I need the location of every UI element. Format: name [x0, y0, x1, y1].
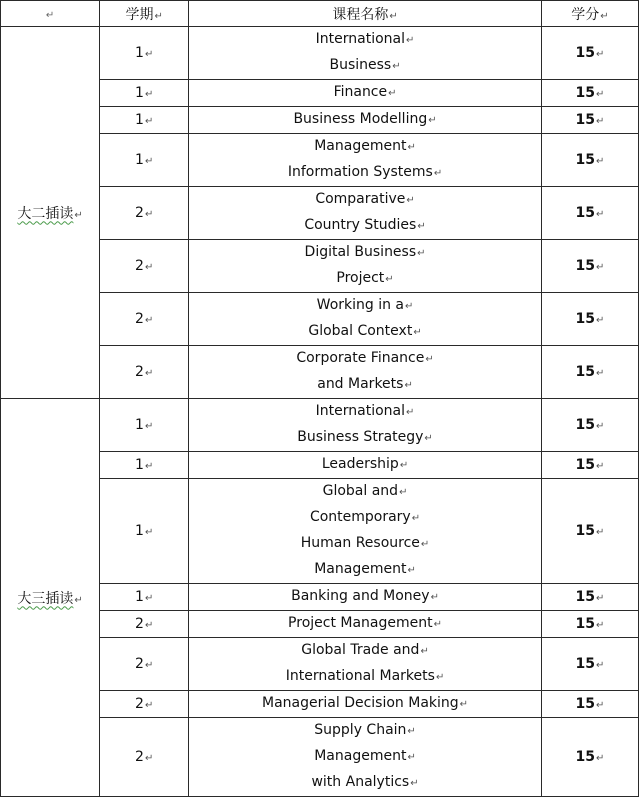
course-name-line: [189, 372, 541, 398]
semester-cell: [100, 452, 189, 479]
paragraph-mark: ↵: [435, 672, 445, 683]
course-name-line: [189, 505, 541, 531]
paragraph-mark: ↵: [144, 116, 154, 127]
paragraph-mark: ↵: [406, 195, 415, 206]
course-name-line: [189, 611, 541, 637]
course-name-line: [189, 293, 541, 319]
course-name-text: Supply Chain: [314, 722, 407, 738]
paragraph-mark: ↵: [144, 421, 154, 432]
paragraph-mark: ↵: [144, 593, 154, 604]
course-name-line: [189, 187, 541, 213]
course-name-text: Management: [314, 561, 407, 577]
course-name-text: Leadership: [321, 456, 399, 472]
paragraph-mark: ↵: [385, 274, 394, 285]
course-name-text: Digital Business: [304, 244, 417, 260]
paragraph-mark: ↵: [420, 539, 430, 550]
course-name-line: [189, 134, 541, 160]
course-name-line: [189, 319, 541, 345]
course-name-text: with Analytics: [311, 774, 410, 790]
course-name-cell: [189, 691, 542, 718]
paragraph-mark: ↵: [407, 752, 416, 763]
paragraph-mark: ↵: [595, 461, 605, 472]
paragraph-mark: ↵: [420, 646, 429, 657]
paragraph-mark: ↵: [595, 49, 605, 60]
semester-cell: [100, 240, 189, 293]
semester-cell: [100, 107, 189, 134]
course-name-line: [189, 53, 541, 79]
course-name-cell: [189, 134, 542, 187]
paragraph-mark: ↵: [389, 10, 398, 22]
paragraph-mark: ↵: [410, 778, 419, 789]
credits-cell: [541, 80, 638, 107]
paragraph-mark: ↵: [144, 89, 154, 100]
course-name-text: Global Trade and: [301, 642, 420, 658]
credits-value: 15: [575, 152, 595, 168]
course-name-text: Management: [314, 748, 407, 764]
course-name-text: Business Strategy: [297, 429, 424, 445]
course-name-cell: [189, 293, 542, 346]
semester-cell: [100, 479, 189, 584]
course-name-line: [189, 691, 541, 717]
header-semester: [100, 1, 189, 27]
paragraph-mark: ↵: [405, 301, 414, 312]
paragraph-mark: ↵: [388, 88, 397, 99]
credits-cell: [541, 479, 638, 584]
paragraph-mark: ↵: [595, 209, 605, 220]
course-name-line: [189, 664, 541, 690]
course-name-cell: [189, 107, 542, 134]
semester-cell: [100, 293, 189, 346]
semester-cell: [100, 187, 189, 240]
course-name-text: International: [315, 31, 406, 47]
credits-value: 15: [575, 457, 595, 473]
course-name-line: [189, 266, 541, 292]
course-name-text: Human Resource: [300, 535, 420, 551]
semester-cell: [100, 611, 189, 638]
paragraph-mark: ↵: [399, 487, 408, 498]
semester-value: 2: [135, 696, 144, 712]
credits-value: 15: [575, 45, 595, 61]
header-semester-label: 学期: [125, 6, 154, 23]
semester-value: 2: [135, 656, 144, 672]
paragraph-mark: ↵: [74, 209, 83, 221]
semester-value: 2: [135, 749, 144, 765]
semester-value: 1: [135, 152, 144, 168]
course-name-cell: [189, 399, 542, 452]
paragraph-mark: ↵: [399, 460, 409, 471]
paragraph-mark: ↵: [595, 368, 605, 379]
paragraph-mark: ↵: [144, 49, 154, 60]
credits-cell: [541, 107, 638, 134]
course-name-cell: [189, 611, 542, 638]
course-name-line: [189, 27, 541, 53]
header-credits: [541, 1, 638, 27]
paragraph-mark: ↵: [424, 433, 433, 444]
year-group-label: 大三插读: [17, 590, 74, 607]
semester-value: 1: [135, 523, 144, 539]
course-name-line: [189, 744, 541, 770]
course-name-line: [189, 531, 541, 557]
semester-value: 1: [135, 85, 144, 101]
semester-cell: [100, 27, 189, 80]
year-group-cell: [1, 27, 100, 399]
semester-cell: [100, 691, 189, 718]
paragraph-mark: ↵: [144, 461, 154, 472]
paragraph-mark: ↵: [45, 9, 55, 21]
header-credits-label: 学分: [571, 6, 600, 23]
course-name-cell: [189, 27, 542, 80]
course-name-text: and Markets: [317, 376, 404, 392]
course-name-line: [189, 213, 541, 239]
course-name-text: Working in a: [316, 297, 405, 313]
semester-cell: [100, 134, 189, 187]
paragraph-mark: ↵: [154, 10, 163, 22]
credits-value: 15: [575, 85, 595, 101]
paragraph-mark: ↵: [144, 156, 154, 167]
credits-value: 15: [575, 258, 595, 274]
paragraph-mark: ↵: [595, 527, 605, 538]
course-name-text: Corporate Finance: [296, 350, 425, 366]
paragraph-mark: ↵: [144, 660, 154, 671]
credits-cell: [541, 134, 638, 187]
table-row: [1, 27, 639, 80]
semester-cell: [100, 638, 189, 691]
paragraph-mark: ↵: [144, 209, 154, 220]
paragraph-mark: ↵: [144, 620, 154, 631]
paragraph-mark: ↵: [417, 248, 426, 259]
semester-value: 2: [135, 364, 144, 380]
credits-cell: [541, 346, 638, 399]
credits-cell: [541, 691, 638, 718]
credits-cell: [541, 584, 638, 611]
credits-cell: [541, 399, 638, 452]
course-name-line: [189, 240, 541, 266]
course-name-line: [189, 557, 541, 583]
course-name-text: Project Management: [288, 615, 433, 631]
course-name-line: [189, 479, 541, 505]
paragraph-mark: ↵: [407, 565, 416, 576]
semester-value: 1: [135, 417, 144, 433]
credits-cell: [541, 611, 638, 638]
credits-cell: [541, 293, 638, 346]
course-name-text: Finance: [333, 84, 388, 100]
credits-cell: [541, 718, 638, 797]
paragraph-mark: ↵: [144, 700, 154, 711]
course-name-line: [189, 452, 541, 478]
credits-cell: [541, 187, 638, 240]
paragraph-mark: ↵: [144, 315, 154, 326]
course-name-text: Business: [329, 57, 392, 73]
semester-value: 2: [135, 311, 144, 327]
semester-value: 1: [135, 112, 144, 128]
course-name-line: [189, 160, 541, 186]
semester-value: 1: [135, 589, 144, 605]
course-name-line: [189, 770, 541, 796]
paragraph-mark: ↵: [144, 368, 154, 379]
paragraph-mark: ↵: [595, 89, 605, 100]
paragraph-mark: ↵: [74, 594, 83, 606]
paragraph-mark: ↵: [392, 61, 401, 72]
course-name-text: Comparative: [315, 191, 406, 207]
course-name-cell: [189, 718, 542, 797]
course-name-text: Contemporary: [309, 509, 411, 525]
course-name-line: [189, 584, 541, 610]
semester-cell: [100, 584, 189, 611]
semester-cell: [100, 718, 189, 797]
credits-cell: [541, 27, 638, 80]
course-name-text: Managerial Decision Making: [262, 695, 459, 711]
credits-value: 15: [575, 749, 595, 765]
course-name-text: Information Systems: [287, 164, 433, 180]
paragraph-mark: ↵: [595, 660, 605, 671]
course-name-cell: [189, 584, 542, 611]
course-name-text: International: [315, 403, 406, 419]
paragraph-mark: ↵: [425, 354, 434, 365]
credits-value: 15: [575, 616, 595, 632]
semester-value: 2: [135, 258, 144, 274]
credits-cell: [541, 638, 638, 691]
paragraph-mark: ↵: [595, 421, 605, 432]
course-name-line: [189, 718, 541, 744]
course-name-cell: [189, 187, 542, 240]
credits-value: 15: [575, 589, 595, 605]
paragraph-mark: ↵: [417, 221, 426, 232]
semester-value: 1: [135, 457, 144, 473]
paragraph-mark: ↵: [433, 619, 443, 630]
paragraph-mark: ↵: [595, 620, 605, 631]
semester-value: 1: [135, 45, 144, 61]
course-name-text: Global and: [322, 483, 399, 499]
course-name-text: Country Studies: [304, 217, 417, 233]
credits-value: 15: [575, 112, 595, 128]
paragraph-mark: ↵: [407, 142, 416, 153]
course-name-line: [189, 346, 541, 372]
paragraph-mark: ↵: [430, 592, 439, 603]
year-group-label: 大二插读: [17, 205, 74, 222]
course-name-text: Business Modelling: [293, 111, 428, 127]
paragraph-mark: ↵: [144, 262, 154, 273]
course-name-cell: [189, 479, 542, 584]
course-name-line: [189, 425, 541, 451]
credits-cell: [541, 452, 638, 479]
credits-value: 15: [575, 364, 595, 380]
semester-cell: [100, 80, 189, 107]
paragraph-mark: ↵: [595, 700, 605, 711]
course-name-cell: [189, 240, 542, 293]
semester-value: 2: [135, 616, 144, 632]
table-row: [1, 399, 639, 452]
header-corner-cell: [1, 1, 100, 27]
credits-value: 15: [575, 417, 595, 433]
credits-value: 15: [575, 656, 595, 672]
semester-cell: [100, 399, 189, 452]
paragraph-mark: ↵: [595, 315, 605, 326]
year-group-cell: [1, 399, 100, 797]
header-course-name: [189, 1, 542, 27]
course-name-text: Global Context: [308, 323, 413, 339]
table-header: [1, 1, 639, 27]
semester-value: 2: [135, 205, 144, 221]
semester-cell: [100, 346, 189, 399]
paragraph-mark: ↵: [433, 168, 443, 179]
course-name-line: [189, 107, 541, 133]
course-name-text: International Markets: [285, 668, 435, 684]
credits-value: 15: [575, 696, 595, 712]
paragraph-mark: ↵: [407, 726, 416, 737]
course-name-cell: [189, 80, 542, 107]
paragraph-mark: ↵: [595, 116, 605, 127]
paragraph-mark: ↵: [595, 593, 605, 604]
paragraph-mark: ↵: [144, 753, 154, 764]
course-name-line: [189, 80, 541, 106]
paragraph-mark: ↵: [413, 327, 422, 338]
paragraph-mark: ↵: [406, 407, 415, 418]
course-name-cell: [189, 638, 542, 691]
course-name-text: Banking and Money: [291, 588, 430, 604]
header-row: [1, 1, 639, 27]
paragraph-mark: ↵: [404, 380, 413, 391]
table-body: [1, 27, 639, 797]
credits-value: 15: [575, 311, 595, 327]
paragraph-mark: ↵: [406, 35, 415, 46]
paragraph-mark: ↵: [595, 753, 605, 764]
header-course-name-label: 课程名称: [332, 6, 389, 23]
course-name-line: [189, 399, 541, 425]
course-name-text: Management: [314, 138, 407, 154]
paragraph-mark: ↵: [411, 513, 421, 524]
paragraph-mark: ↵: [600, 10, 609, 22]
paragraph-mark: ↵: [459, 699, 469, 710]
course-name-cell: [189, 346, 542, 399]
course-name-line: [189, 638, 541, 664]
credits-cell: [541, 240, 638, 293]
course-name-text: Project: [336, 270, 385, 286]
course-name-cell: [189, 452, 542, 479]
paragraph-mark: ↵: [595, 156, 605, 167]
credits-value: 15: [575, 523, 595, 539]
paragraph-mark: ↵: [144, 527, 154, 538]
credits-value: 15: [575, 205, 595, 221]
paragraph-mark: ↵: [428, 115, 437, 126]
paragraph-mark: ↵: [595, 262, 605, 273]
